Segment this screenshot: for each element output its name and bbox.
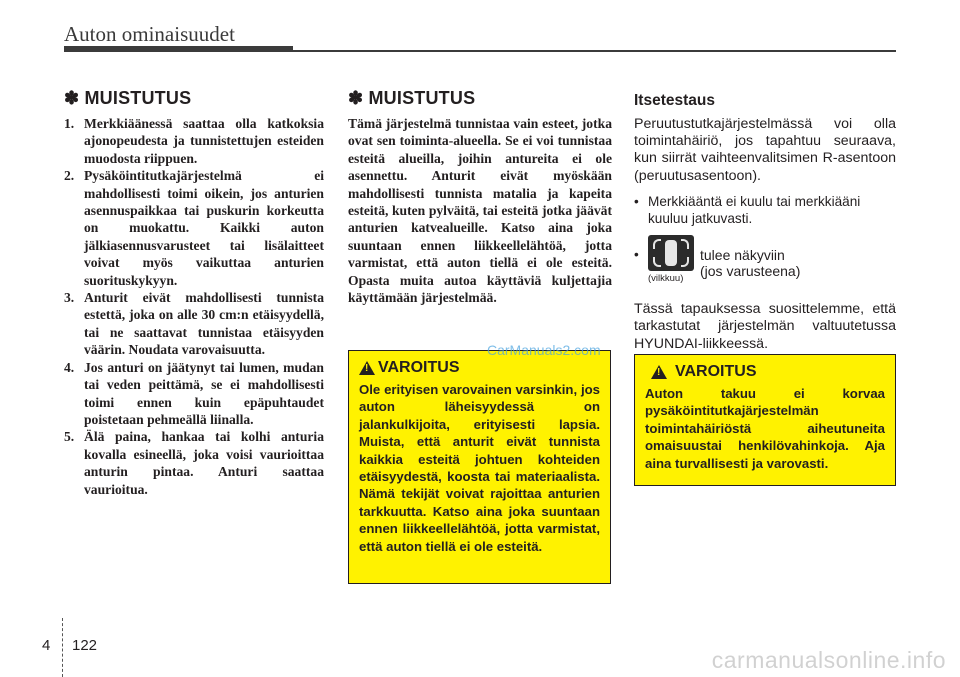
- section-heading: Itsetestaus: [634, 92, 715, 109]
- list-item: [64, 115, 324, 167]
- car-icon: [665, 240, 677, 266]
- sensor-arc-icon: [653, 239, 661, 249]
- page-number: 122: [72, 637, 98, 654]
- warning-text: Ole erityisen varovainen varsinkin, jos auton läheisyydessä on jalankulkijoita, erityisesti lapsia. Muista, että anturit eivät tunnista kaikkia esteitä johtuen kohteiden etäisyydestä, koosta tai materiaalista. Nämä tekijät voivat rajoittaa anturien tarkkuutta. Katso aina joka suuntaan ennen liikkeellelähtöä, jotta varmistat, että auton tiellä ei ole esteitä.: [359, 382, 600, 554]
- item-text: Jos anturi on jäätynyt tai lumen, mudan tai veden peittämä, se ei mahdollisesti toimi ennen kuin epäpuhtaudet poistetaan pehmeällä liinalla.: [84, 359, 324, 427]
- bullet-dot-icon: •: [634, 193, 639, 209]
- item-number: 2.: [64, 168, 75, 184]
- sensor-arc-icon: [653, 257, 661, 267]
- indicator-text: [700, 247, 800, 279]
- item-number: 4.: [64, 359, 75, 375]
- item-text: Anturit eivät mahdollisesti tunnista estettä, joka on alle 30 cm:n etäisyydellä, tai ne saattavat tunnistaa etäisyyden väärin. Noudata varovaisuutta.: [84, 290, 324, 358]
- warning-triangle-icon: [651, 365, 667, 379]
- list-item: [64, 289, 324, 359]
- header-rule: [293, 50, 896, 52]
- item-number: 1.: [64, 116, 75, 131]
- item-number: 3.: [64, 290, 75, 306]
- column-2: [348, 88, 612, 306]
- intro-text: Peruutustutkajärjestelmässä voi olla toimintahäiriö, jos tapahtuu seuraava, kun siirrät vaihteenvalitsimen R-asentoon (peruutusasentoon).: [634, 116, 896, 184]
- warning-box: [348, 350, 611, 584]
- parking-sensor-indicator-icon: [648, 235, 694, 271]
- warning-heading: [359, 359, 600, 377]
- chapter-number: 4: [42, 637, 51, 654]
- list-item: [64, 359, 324, 429]
- list-item: [64, 167, 324, 289]
- list-item: [64, 428, 324, 498]
- watermark: CarManuals2.com: [487, 342, 601, 358]
- caution-list: [64, 115, 324, 498]
- warning-triangle-icon: [359, 361, 375, 375]
- bullet-item: [634, 193, 896, 227]
- item-text: Älä paina, hankaa tai kolhi anturia kovalla esineellä, joka voisi vaurioittaa anturin pintaa. Anturi saattaa vaurioitua.: [84, 429, 324, 497]
- warning-box: [634, 354, 896, 486]
- item-text: Merkkiäänessä saattaa olla katkoksia ajonopeudesta ja tunnistettujen esteiden muodosta riippuen.: [84, 116, 324, 166]
- bullet-text: Merkkiääntä ei kuulu tai merkkiääni kuuluu jatkuvasti.: [648, 193, 861, 227]
- footer-divider: [62, 618, 63, 677]
- running-header: Auton ominaisuudet: [64, 22, 235, 46]
- warning-heading: [645, 363, 885, 381]
- item-number: 5.: [64, 429, 75, 445]
- indicator-row: [634, 235, 896, 289]
- indicator-text-line: tulee näkyviin: [700, 247, 785, 264]
- sensor-arc-icon: [681, 257, 689, 267]
- caution-heading: ✽ MUISTUTUS: [348, 88, 476, 108]
- indicator-text-line: (jos varusteena): [700, 263, 801, 280]
- bullet-dot-icon: •: [634, 247, 639, 263]
- outro-text: Tässä tapauksessa suosittelemme, että tarkastutat järjestelmän valtuutetussa HYUNDAI-liikkeessä.: [634, 301, 896, 352]
- caution-heading: ✽ MUISTUTUS: [64, 88, 192, 108]
- warning-text: Auton takuu ei korvaa pysäköintitutkajärjestelmän toimintahäiriöstä aiheutuneita omaisuustai henkilövahinkoja. Aja aina turvallisesti ja varovasti.: [645, 386, 885, 471]
- warning-title: VAROITUS: [378, 359, 460, 376]
- warning-title: VAROITUS: [675, 363, 757, 380]
- sensor-arc-icon: [681, 239, 689, 249]
- item-text: Pysäköintitutkajärjestelmä ei mahdollisesti toimi oikein, jos anturien asennuspaikkaa tai puskurin korkeutta on muokattu. Kaikki auton jälkiasennusvarusteet tai lisälaitteet voivat myös vaikuttaa anturien suorituskykyyn.: [84, 168, 324, 288]
- site-watermark: carmanualsonline.info: [711, 647, 946, 673]
- column-1: [64, 88, 324, 498]
- caution-text: Tämä järjestelmä tunnistaa vain esteet, jotka ovat sen toiminta-alueella. Se ei voi tunnistaa esteitä alueilla, joihin antureita ei ole asennettu. Anturit eivät myöskään mahdollisesti tunnista matalia ja kapeita esteitä, kuten pylväitä, tai esteitä jotka jäävät anturien katvealueille. Katso aina joka suuntaan ennen liikkeellelähtöä, jotta varmistat, että auton tiellä ei ole esteitä. Opasta muita autoa käyttäviä kuljettajia käyttämään järjestelmää.: [348, 116, 612, 306]
- column-3: [634, 88, 896, 353]
- indicator-caption: (vilkkuu): [648, 273, 684, 285]
- header-bar: [64, 46, 293, 52]
